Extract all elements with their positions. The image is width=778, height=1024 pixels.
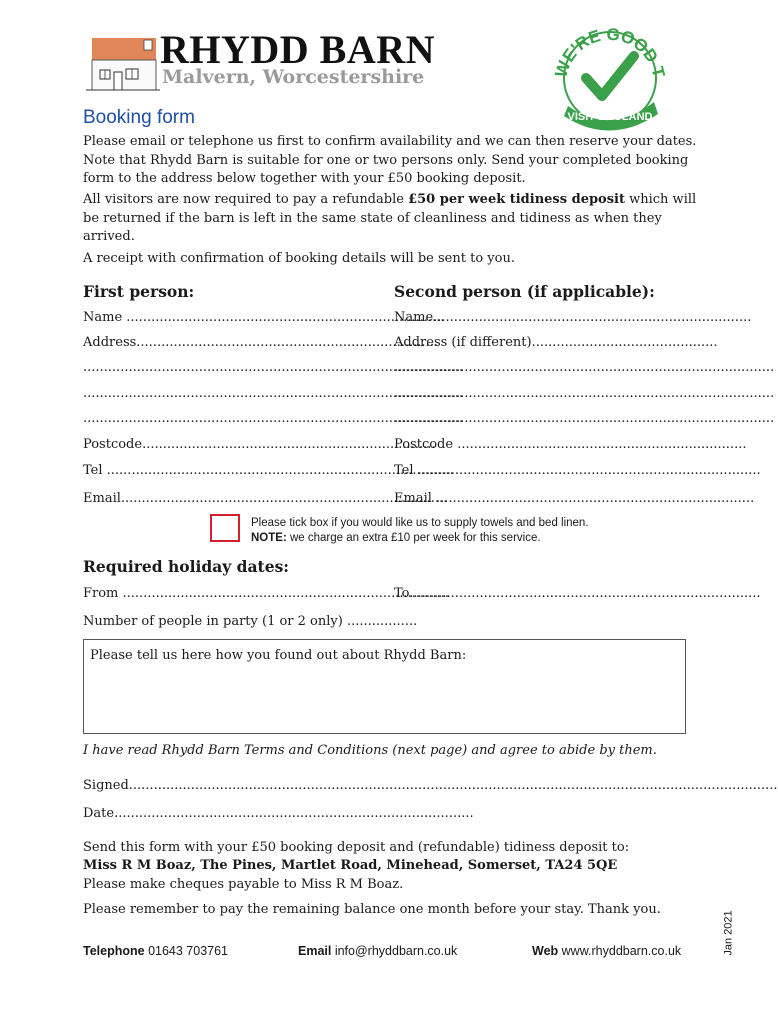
visit-england-badge bbox=[546, 14, 672, 136]
barn-illustration bbox=[86, 34, 160, 92]
balance-reminder: Please remember to pay the remaining balance one month before your stay. Thank you. bbox=[83, 902, 661, 917]
note-label: NOTE: bbox=[251, 531, 287, 544]
brand-subtitle: Malvern, Worcestershire bbox=[162, 66, 425, 88]
second-email-field[interactable]: Email ............................................................................. bbox=[394, 491, 755, 506]
first-tel-field[interactable]: Tel .................................................................................... bbox=[83, 463, 454, 478]
cheque-payee: Please make cheques payable to Miss R M Boaz. bbox=[83, 877, 404, 892]
second-address-line-3[interactable]: ............................................................................................ bbox=[394, 411, 775, 426]
towels-note-line: Please tick box if you would like us to supply towels and bed linen. bbox=[251, 517, 589, 529]
first-name-field[interactable]: Name ............................................................................. bbox=[83, 310, 445, 325]
first-postcode-field[interactable]: Postcode....................................................................... bbox=[83, 437, 436, 452]
found-out-textarea[interactable] bbox=[83, 639, 686, 734]
intro-paragraph-3: A receipt with confirmation of booking details will be sent to you. bbox=[83, 251, 515, 266]
first-address-line-1[interactable]: ............................................................................................ bbox=[83, 360, 464, 375]
terms-statement: I have read Rhydd Barn Terms and Conditions (next page) and agree to abide by them. bbox=[83, 743, 657, 758]
intro-paragraph-2 bbox=[83, 191, 698, 247]
holiday-dates-heading: Required holiday dates: bbox=[83, 557, 290, 576]
second-address-line-2[interactable]: ............................................................................................ bbox=[394, 386, 775, 401]
second-postcode-field[interactable]: Postcode ...................................................................... bbox=[394, 437, 747, 452]
to-date-field[interactable]: To..................................................................................... bbox=[394, 586, 761, 601]
second-name-field[interactable]: Name............................................................................. bbox=[394, 310, 752, 325]
towels-charge-line bbox=[251, 531, 681, 546]
date-field[interactable]: Date....................................................................................... bbox=[83, 806, 474, 821]
footer-web bbox=[532, 944, 681, 958]
web-link[interactable]: www.rhyddbarn.co.uk bbox=[558, 944, 682, 958]
party-size-field[interactable]: Number of people in party (1 or 2 only) ................. bbox=[83, 614, 418, 629]
found-out-prompt: Please tell us here how you found out about Rhydd Barn: bbox=[90, 648, 467, 663]
second-address-field[interactable]: Address (if different)............................................. bbox=[394, 335, 718, 350]
web-label: Web bbox=[532, 944, 559, 958]
from-date-field[interactable]: From ............................................................................... bbox=[83, 586, 449, 601]
second-person-heading: Second person (if applicable): bbox=[394, 282, 655, 301]
second-tel-field[interactable]: Tel ................................................................................... bbox=[394, 463, 761, 478]
telephone-value: 01643 703761 bbox=[144, 944, 229, 958]
badge-bottom-text: VISIT ENGLAND bbox=[567, 111, 653, 123]
second-address-line-1[interactable]: ............................................................................................ bbox=[394, 360, 775, 375]
towels-note bbox=[251, 516, 681, 545]
intro-paragraph-1: Please email or telephone us first to confirm availability and we can then reserve your dates. Note that Rhydd Barn is suitable for one or two persons only. Send your completed booking form to the address below together with your £50 booking deposit. bbox=[83, 134, 697, 186]
signed-field[interactable]: Signed............................................................................................................................................................. bbox=[83, 778, 778, 793]
footer-telephone bbox=[83, 944, 228, 958]
first-person-heading: First person: bbox=[83, 282, 195, 301]
deposit-highlight: £50 per week tidiness deposit bbox=[408, 192, 625, 207]
first-address-field[interactable]: Address......................................................................... bbox=[83, 335, 438, 350]
first-email-field[interactable]: Email............................................................................... bbox=[83, 491, 448, 506]
towels-checkbox[interactable] bbox=[210, 514, 240, 542]
brand-title: RHYDD BARN bbox=[160, 27, 435, 72]
email-link[interactable]: info@rhyddbarn.co.uk bbox=[331, 944, 458, 958]
email-label: Email bbox=[298, 944, 332, 958]
intro-p2-post: which will be returned if the barn is left in the same state of cleanliness and tidiness as when they arrived. bbox=[83, 192, 697, 244]
telephone-label: Telephone bbox=[83, 944, 145, 958]
first-address-line-3[interactable]: ............................................................................................ bbox=[83, 411, 464, 426]
footer-email bbox=[298, 944, 457, 958]
postal-address: Miss R M Boaz, The Pines, Martlet Road, Minehead, Somerset, TA24 5QE bbox=[83, 858, 618, 873]
revision-date-stamp: Jan 2021 bbox=[722, 910, 735, 956]
badge-top-text: WE'RE GOOD T bbox=[551, 24, 669, 80]
first-address-line-2[interactable]: ............................................................................................ bbox=[83, 386, 464, 401]
form-heading: Booking form bbox=[83, 107, 195, 128]
send-instructions: Send this form with your £50 booking deposit and (refundable) tidiness deposit to: bbox=[83, 840, 630, 855]
svg-text:WE'RE GOOD TO GO bbox=[546, 14, 669, 80]
note-text: we charge an extra £10 per week for this service. bbox=[286, 531, 541, 544]
intro-p2-pre: All visitors are now required to pay a refundable bbox=[83, 192, 409, 207]
